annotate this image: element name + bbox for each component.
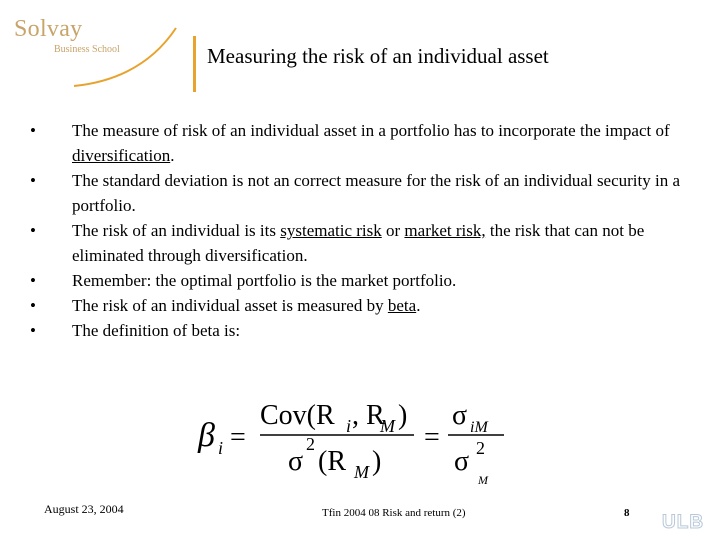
bullet-dot: • [30, 221, 36, 240]
bullet-dot: • [30, 121, 36, 140]
bullet-dot: • [30, 271, 36, 290]
svg-text:2: 2 [306, 434, 315, 454]
formula-equals-2: = [424, 422, 440, 453]
underlined-term: market risk, [404, 221, 486, 240]
logo-swoosh-icon [72, 24, 182, 88]
svg-text:M: M [478, 473, 488, 487]
bullet-item: • The definition of beta is: [30, 318, 690, 343]
bullet-dot: • [30, 296, 36, 315]
ulb-logo: ULB [662, 512, 705, 533]
svg-text:iM: iM [470, 419, 488, 436]
formula-beta-subscript: i [218, 438, 224, 458]
bullet-list [30, 118, 690, 343]
bullet-item: • The risk of an individual is its systematic risk or market risk, the risk that can not be eliminated through diversification. [30, 218, 690, 268]
underlined-term: systematic risk [280, 221, 382, 240]
title-accent-bar [193, 36, 196, 92]
svg-text:(R: (R [318, 446, 346, 477]
bullet-item: • The standard deviation is not an correct measure for the risk of an individual security in a portfolio. [30, 168, 690, 218]
svg-text:σ: σ [452, 400, 468, 431]
svg-text:M: M [354, 462, 369, 482]
svg-text:σ: σ [288, 446, 304, 477]
formula-cov: Cov(R [260, 400, 335, 431]
logo-subtitle: Business School [54, 44, 120, 55]
footer-course: Tfin 2004 08 Risk and return (2) [322, 507, 466, 519]
svg-text:M: M [380, 416, 395, 436]
formula-equals: = [230, 422, 246, 453]
svg-text:2: 2 [476, 438, 485, 458]
solvay-logo [12, 16, 182, 86]
svg-text:): ) [372, 446, 382, 477]
footer-date: August 23, 2004 [44, 502, 124, 516]
svg-text:σ: σ [454, 446, 470, 477]
page-number: 8 [624, 507, 630, 519]
logo-name: Solvay [14, 16, 83, 42]
bullet-item: • The risk of an individual asset is measured by beta. [30, 293, 690, 318]
svg-text:i: i [346, 416, 352, 436]
svg-text:): ) [398, 400, 408, 431]
svg-text:, R: , R [352, 400, 385, 431]
formula-beta: β [198, 417, 215, 454]
slide-title: Measuring the risk of an individual asset [207, 44, 549, 68]
bullet-dot: • [30, 321, 36, 340]
underlined-term: beta [387, 296, 417, 315]
underlined-term: diversification [72, 146, 171, 165]
beta-formula [196, 392, 516, 488]
bullet-item: • The measure of risk of an individual asset in a portfolio has to incorporate the impact of diversification. [30, 118, 690, 168]
bullet-dot: • [30, 171, 36, 190]
bullet-item: • Remember: the optimal portfolio is the market portfolio. [30, 268, 690, 293]
